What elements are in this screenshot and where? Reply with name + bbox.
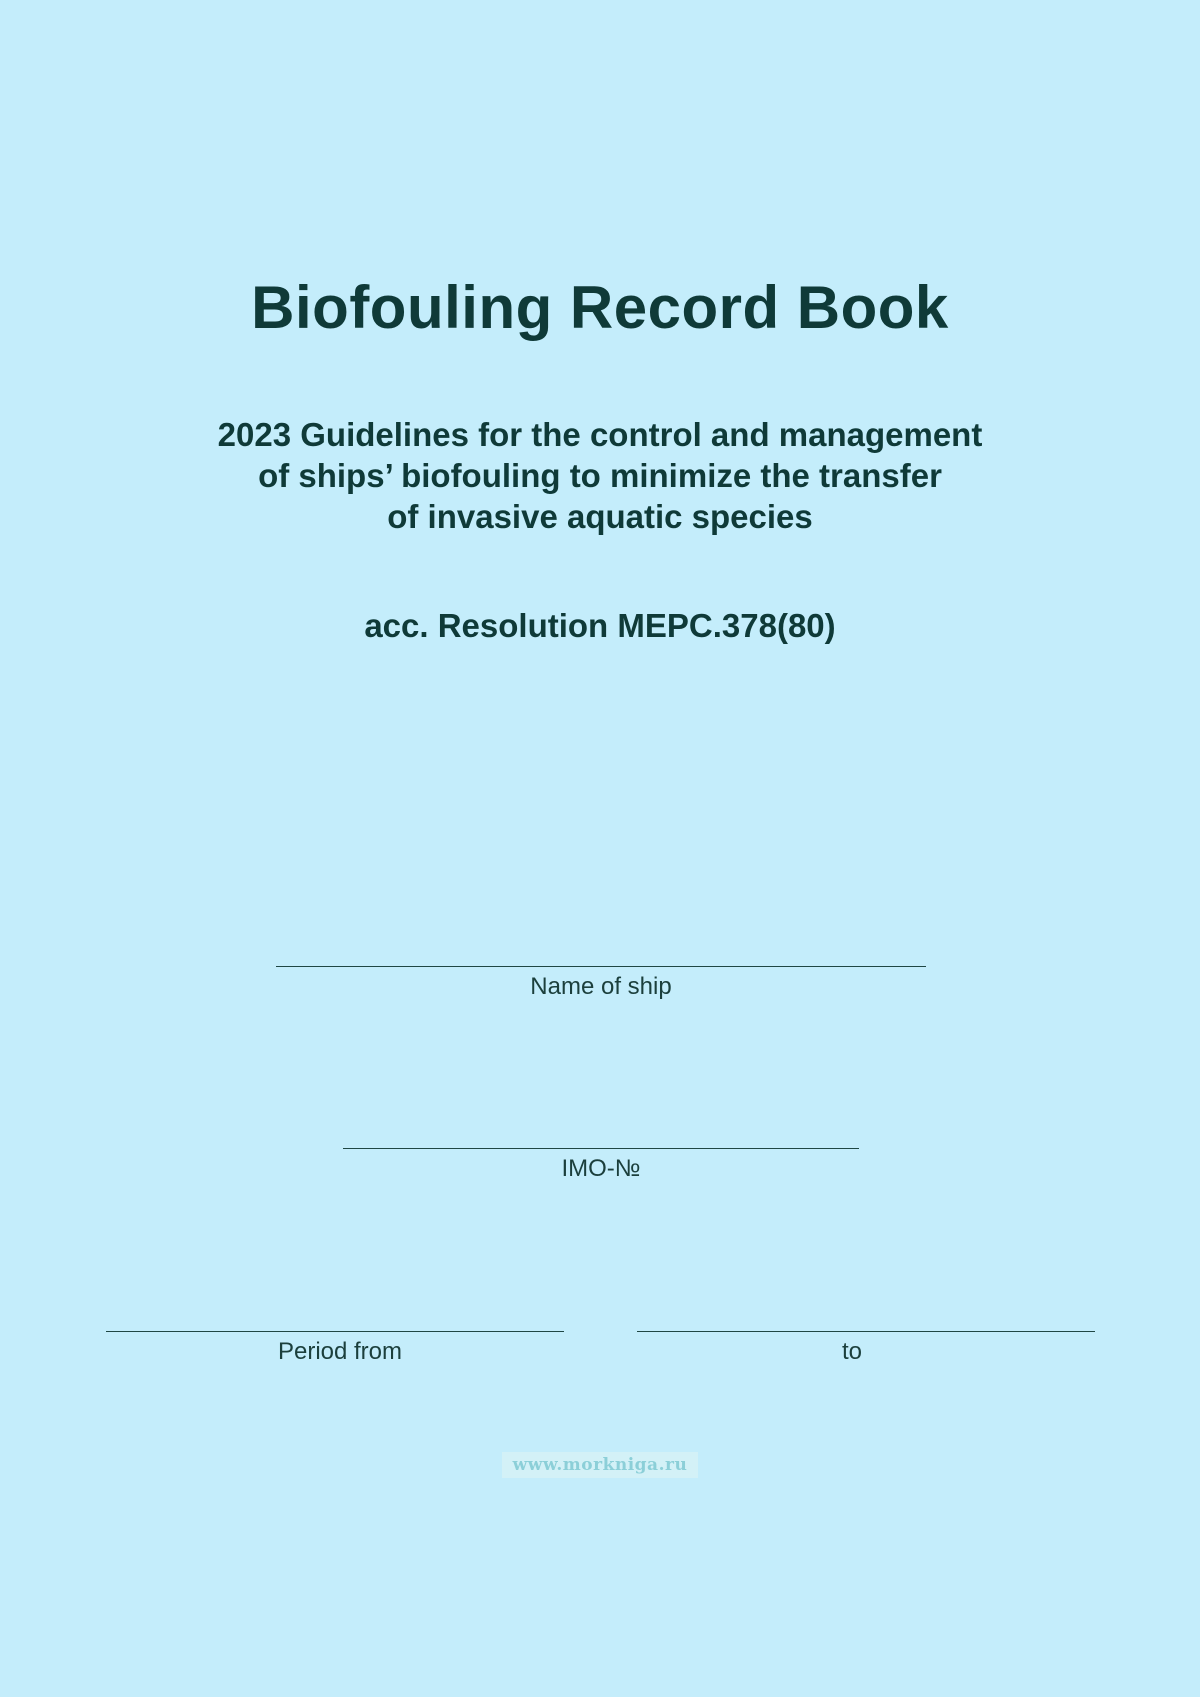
period-to-label: to bbox=[841, 1338, 862, 1365]
imo-number-field[interactable] bbox=[343, 1148, 859, 1149]
resolution-reference: acc. Resolution MEPC.378(80) bbox=[364, 607, 836, 644]
subtitle-line: of invasive aquatic species bbox=[387, 498, 813, 535]
imo-number-label: IMO-№ bbox=[561, 1155, 641, 1182]
ship-name-label: Name of ship bbox=[530, 973, 672, 1000]
book-title: Biofouling Record Book bbox=[251, 274, 949, 341]
period-from-field[interactable] bbox=[106, 1331, 564, 1332]
period-from-label: Period from bbox=[277, 1338, 403, 1365]
ship-name-field[interactable] bbox=[276, 966, 926, 967]
website-watermark: www.morkniga.ru bbox=[502, 1452, 698, 1478]
subtitle-line: 2023 Guidelines for the control and management bbox=[217, 416, 983, 453]
guidelines-subtitle bbox=[0, 414, 1200, 537]
subtitle-line: of ships’ biofouling to minimize the transfer bbox=[258, 457, 942, 494]
period-to-field[interactable] bbox=[637, 1331, 1095, 1332]
